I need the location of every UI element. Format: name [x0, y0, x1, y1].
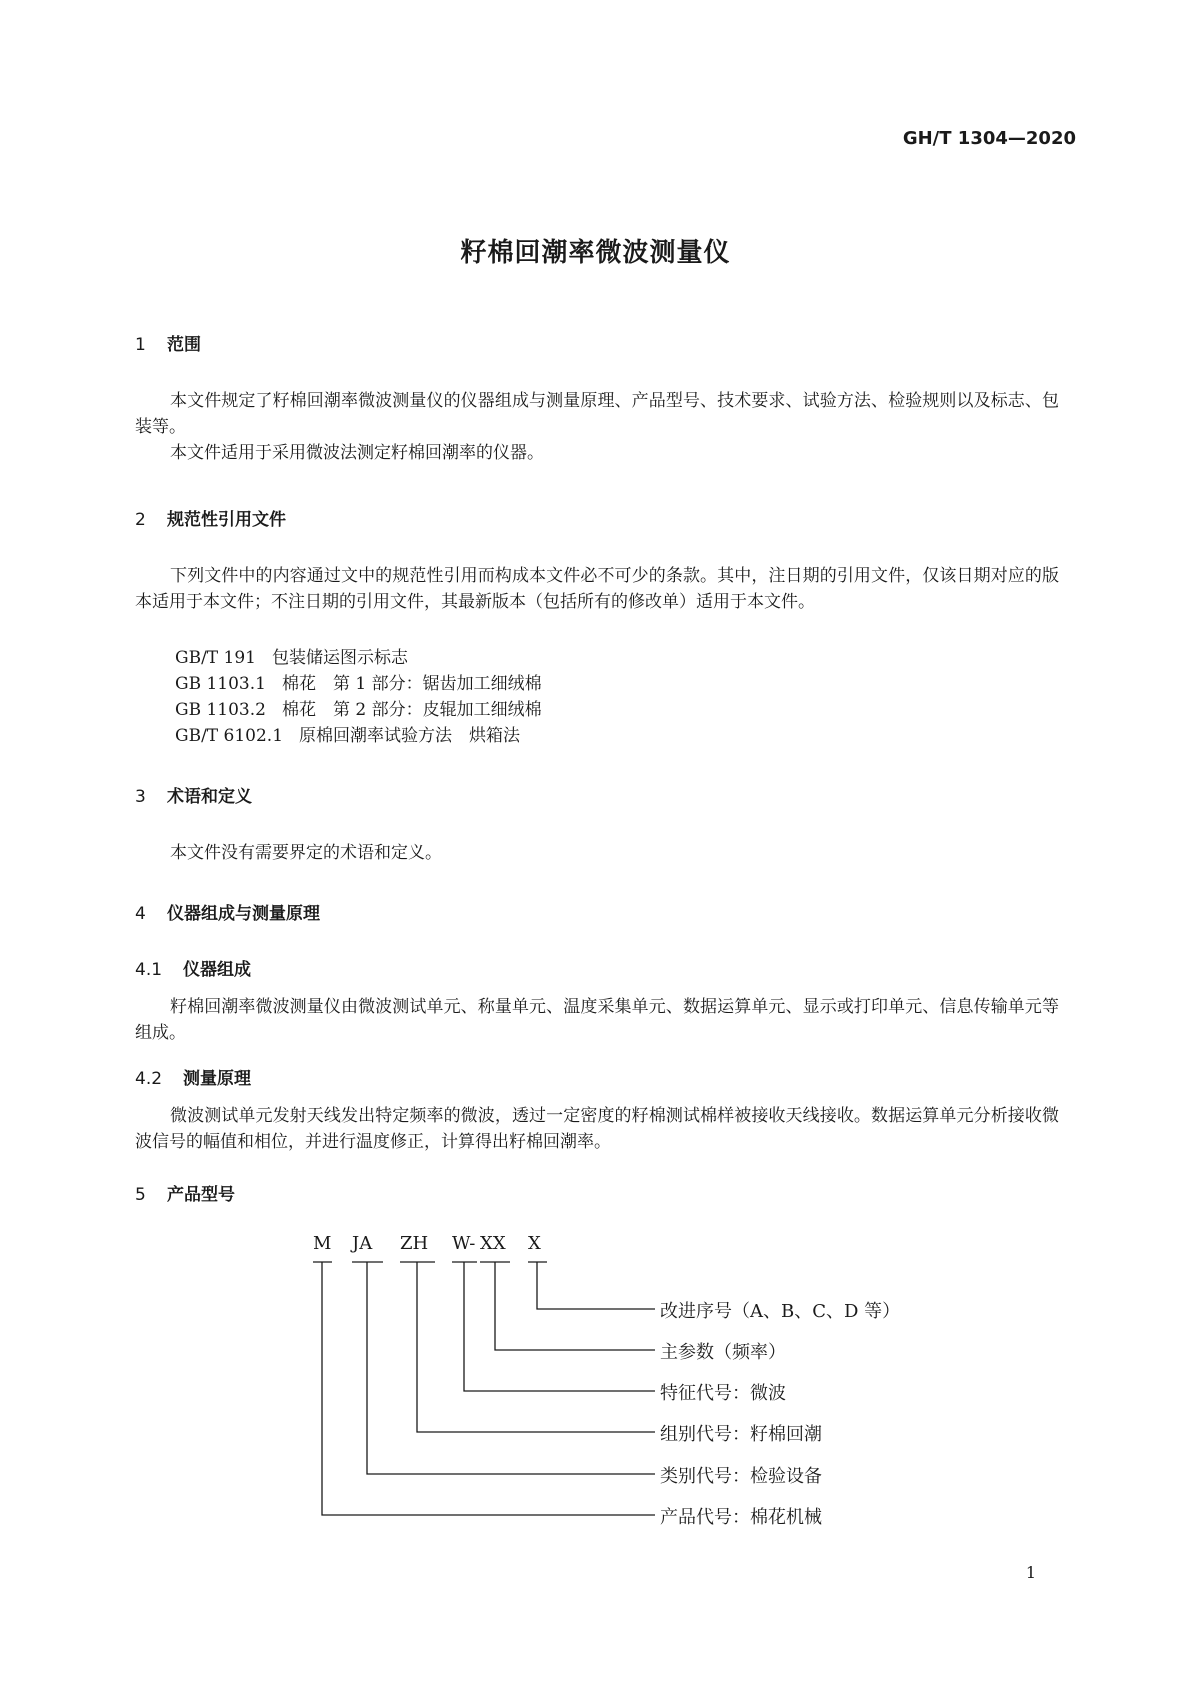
section-4-1-body	[135, 994, 1059, 1046]
connector-line	[464, 1262, 655, 1391]
reference-code: GB 1103.2	[175, 700, 266, 720]
model-code-label: 组别代号：籽棉回潮	[660, 1424, 822, 1445]
model-code-label: 主参数（频率）	[660, 1342, 786, 1363]
model-code-part: XX	[480, 1233, 506, 1254]
model-code-part: JA	[352, 1233, 373, 1254]
model-code-label: 产品代号：棉花机械	[660, 1507, 822, 1528]
connector-line	[417, 1262, 655, 1432]
section-number: 4	[135, 904, 146, 924]
connector-line	[367, 1262, 655, 1474]
paragraph: 微波测试单元发射天线发出特定频率的微波，透过一定密度的籽棉测试棉样被接收天线接收。数据运算单元分析接收微波信号的幅值和相位，并进行温度修正，计算得出籽棉回潮率。	[135, 1106, 1059, 1152]
model-code-part: ZH	[400, 1233, 429, 1254]
section-2-heading	[135, 505, 286, 530]
section-number: 4.2	[135, 1069, 163, 1089]
section-4-heading	[135, 899, 320, 924]
section-4-2-body	[135, 1103, 1059, 1155]
section-number: 2	[135, 510, 146, 530]
reference-code: GB/T 6102.1	[175, 726, 284, 746]
page-number: 1	[1025, 1563, 1036, 1582]
paragraph: 下列文件中的内容通过文中的规范性引用而构成本文件必不可少的条款。其中，注日期的引用文件，仅该日期对应的版本适用于本文件；不注日期的引用文件，其最新版本（包括所有的修改单）适用于本文件。	[135, 566, 1059, 612]
section-number: 1	[135, 335, 146, 355]
reference-title: 包装储运图示标志	[272, 648, 408, 668]
section-3-body	[135, 840, 1059, 866]
paragraph: 籽棉回潮率微波测量仪由微波测试单元、称量单元、温度采集单元、数据运算单元、显示或打印单元、信息传输单元等组成。	[135, 997, 1059, 1043]
page-title: 籽棉回潮率微波测量仪	[460, 238, 731, 268]
section-5-heading	[135, 1180, 235, 1205]
section-title: 仪器组成与测量原理	[167, 904, 320, 924]
paragraph: 本文件规定了籽棉回潮率微波测量仪的仪器组成与测量原理、产品型号、技术要求、试验方法、检验规则以及标志、包装等。	[135, 391, 1059, 437]
model-code-label: 改进序号（A、B、C、D 等）	[660, 1301, 901, 1322]
reference-item	[175, 721, 520, 746]
reference-item	[175, 643, 408, 668]
reference-item	[175, 669, 542, 694]
model-code-label: 类别代号：检验设备	[660, 1466, 822, 1487]
reference-title: 棉花 第 1 部分：锯齿加工细绒棉	[281, 674, 542, 694]
model-code-part: M	[313, 1233, 332, 1254]
standard-number: GH/T 1304—2020	[902, 128, 1076, 149]
section-2-body	[135, 563, 1059, 615]
section-number: 4.1	[135, 960, 163, 980]
connector-line	[322, 1262, 655, 1515]
reference-code: GB 1103.1	[175, 674, 266, 694]
section-1-heading	[135, 330, 201, 355]
connector-line	[537, 1262, 655, 1309]
section-4-2-heading	[135, 1064, 251, 1089]
model-code-part: W-	[452, 1233, 476, 1254]
model-code-part: X	[528, 1233, 541, 1254]
section-number: 3	[135, 787, 146, 807]
paragraph: 本文件没有需要界定的术语和定义。	[170, 843, 442, 863]
reference-item	[175, 695, 542, 720]
reference-title: 棉花 第 2 部分：皮辊加工细绒棉	[281, 700, 542, 720]
section-4-1-heading	[135, 955, 251, 980]
model-code-label: 特征代号：微波	[660, 1383, 786, 1404]
section-title: 仪器组成	[183, 960, 251, 980]
section-number: 5	[135, 1185, 146, 1205]
section-title: 产品型号	[167, 1185, 235, 1205]
section-1-body	[135, 388, 1059, 466]
section-title: 规范性引用文件	[167, 510, 286, 530]
reference-title: 原棉回潮率试验方法 烘箱法	[299, 726, 521, 746]
section-3-heading	[135, 782, 252, 807]
connector-line	[495, 1262, 655, 1350]
paragraph: 本文件适用于采用微波法测定籽棉回潮率的仪器。	[170, 443, 544, 463]
section-title: 测量原理	[183, 1069, 251, 1089]
section-title: 范围	[167, 335, 201, 355]
section-title: 术语和定义	[167, 787, 252, 807]
reference-code: GB/T 191	[175, 648, 256, 668]
